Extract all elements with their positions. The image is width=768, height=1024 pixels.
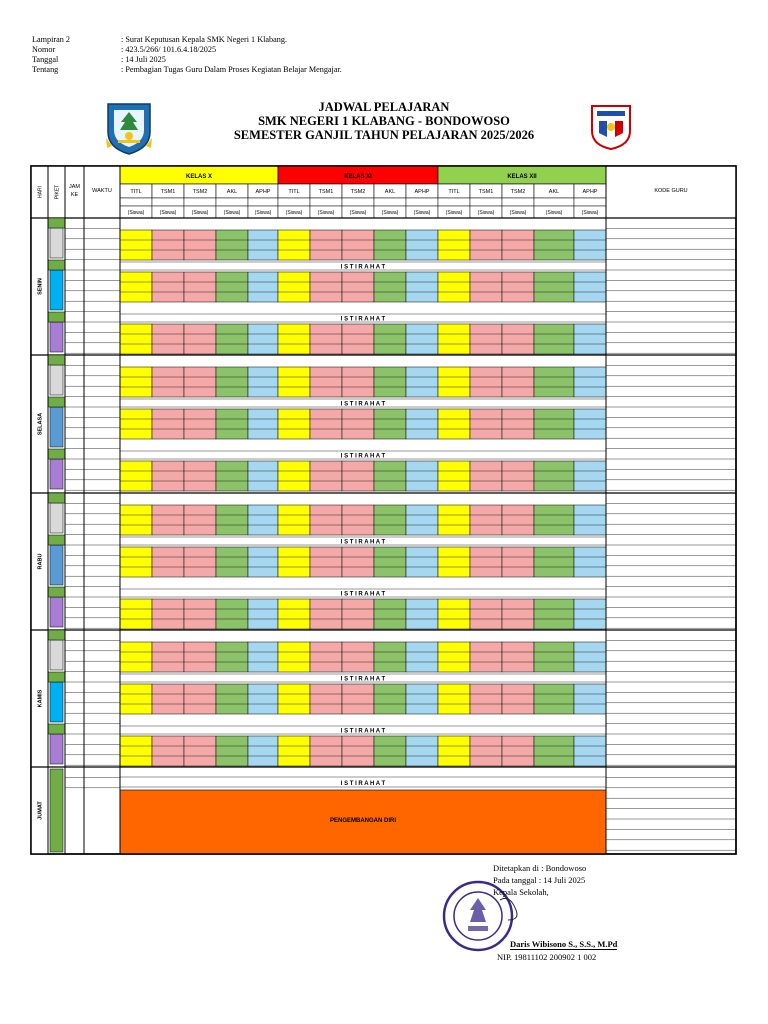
lesson-cell (470, 684, 502, 714)
piket-cell (50, 503, 63, 533)
lesson-cell (152, 684, 184, 714)
lesson-cell (406, 547, 438, 577)
lesson-cell (534, 272, 574, 302)
siswa-label: (Siswa) (317, 210, 335, 216)
lesson-cell (438, 230, 470, 260)
lesson-cell (184, 684, 216, 714)
class-name-label: TSM1 (478, 189, 494, 195)
lesson-cell (278, 461, 310, 491)
teacher-row-cell (438, 198, 470, 206)
siswa-label: (Siswa) (381, 210, 399, 216)
lesson-cell (216, 684, 248, 714)
lesson-cell (534, 505, 574, 535)
lesson-cell (248, 230, 278, 260)
piket-cell (50, 545, 63, 585)
siswa-label: (Siswa) (477, 210, 495, 216)
title-line-2: SMK NEGERI 1 KLABANG - BONDOWOSO (258, 114, 510, 128)
lesson-cell (120, 599, 152, 629)
lesson-cell (184, 230, 216, 260)
header-label: Tanggal (32, 55, 59, 64)
lesson-cell (406, 505, 438, 535)
day-label: RABU (37, 553, 44, 570)
lesson-cell (152, 367, 184, 397)
lesson-cell (342, 324, 374, 354)
piket-cell (50, 769, 63, 852)
piket-cell (50, 228, 63, 258)
piket-strip (48, 672, 65, 682)
lesson-cell (216, 409, 248, 439)
teacher-row-cell (470, 198, 502, 206)
lesson-cell (574, 505, 606, 535)
break-label: I S T I R A H A T (340, 539, 386, 546)
siswa-label: (Siswa) (254, 210, 272, 216)
teacher-row-cell (502, 198, 534, 206)
lesson-cell (342, 599, 374, 629)
siswa-label: (Siswa) (545, 210, 563, 216)
break-label: I S T I R A H A T (340, 728, 386, 735)
lesson-cell (152, 409, 184, 439)
lesson-cell (502, 367, 534, 397)
lesson-cell (278, 230, 310, 260)
class-name-label: TSM2 (350, 189, 366, 195)
lesson-cell (574, 409, 606, 439)
lesson-cell (438, 409, 470, 439)
piket-cell (50, 597, 63, 627)
lesson-cell (502, 736, 534, 766)
title-line-1: JADWAL PELAJARAN (318, 100, 450, 114)
header-label: Tentang (32, 65, 59, 74)
lesson-cell (534, 547, 574, 577)
piket-strip (48, 260, 65, 270)
lesson-cell (374, 736, 406, 766)
piket-strip (48, 724, 65, 734)
lesson-cell (502, 272, 534, 302)
piket-cell (50, 270, 63, 310)
lesson-cell (470, 505, 502, 535)
lesson-cell (120, 230, 152, 260)
lesson-cell (278, 684, 310, 714)
lesson-cell (534, 684, 574, 714)
piket-cell (50, 734, 63, 764)
class-name-label: TSM1 (160, 189, 176, 195)
class-name-label: TSM1 (318, 189, 334, 195)
day-label: KAMIS (37, 689, 44, 708)
class-name-label: TITL (288, 189, 300, 195)
lesson-cell (438, 599, 470, 629)
lesson-cell (278, 324, 310, 354)
lesson-cell (120, 736, 152, 766)
break-label: I S T I R A H A T (340, 316, 386, 323)
lesson-cell (310, 324, 342, 354)
lesson-cell (310, 505, 342, 535)
lesson-cell (574, 367, 606, 397)
piket-strip (48, 587, 65, 597)
header-waktu-label: WAKTU (92, 188, 112, 194)
lesson-cell (248, 547, 278, 577)
lesson-cell (406, 599, 438, 629)
siswa-label: (Siswa) (445, 210, 463, 216)
lesson-cell (502, 505, 534, 535)
lesson-cell (438, 324, 470, 354)
lesson-cell (374, 599, 406, 629)
lesson-cell (216, 230, 248, 260)
lesson-cell (470, 409, 502, 439)
piket-cell (50, 322, 63, 352)
lesson-cell (574, 684, 606, 714)
signer-name: Daris Wibisono S., S.S., M.Pd (510, 939, 618, 949)
lesson-cell (248, 272, 278, 302)
lesson-cell (502, 642, 534, 672)
lesson-cell (374, 324, 406, 354)
piket-cell (50, 459, 63, 489)
teacher-row-cell (310, 198, 342, 206)
lesson-cell (216, 736, 248, 766)
lesson-cell (216, 547, 248, 577)
lesson-cell (374, 367, 406, 397)
lesson-cell (342, 367, 374, 397)
siswa-label: (Siswa) (349, 210, 367, 216)
lesson-cell (574, 736, 606, 766)
teacher-row-cell (248, 198, 278, 206)
lesson-cell (470, 367, 502, 397)
lesson-cell (406, 461, 438, 491)
lesson-cell (278, 736, 310, 766)
lesson-cell (406, 272, 438, 302)
lesson-cell (152, 230, 184, 260)
break-label: I S T I R A H A T (340, 676, 386, 683)
day-label: SENIN (37, 278, 44, 295)
header-jam-label: KE (70, 192, 79, 198)
lesson-cell (278, 409, 310, 439)
lesson-cell (120, 505, 152, 535)
lesson-cell (120, 547, 152, 577)
lesson-cell (374, 684, 406, 714)
lesson-cell (374, 461, 406, 491)
lesson-cell (184, 272, 216, 302)
lesson-cell (120, 272, 152, 302)
lesson-cell (502, 461, 534, 491)
teacher-row-cell (534, 198, 574, 206)
lesson-cell (470, 324, 502, 354)
lesson-cell (574, 272, 606, 302)
lesson-cell (470, 599, 502, 629)
lesson-cell (310, 367, 342, 397)
header-value: : Surat Keputusan Kepala SMK Negeri 1 Klabang. (121, 35, 287, 44)
signature-date: Pada tanggal : 14 Juli 2025 (493, 875, 586, 885)
lesson-cell (278, 547, 310, 577)
lesson-cell (374, 272, 406, 302)
lesson-cell (438, 367, 470, 397)
header-hari-label: HARI (37, 186, 44, 198)
lesson-cell (470, 547, 502, 577)
lesson-cell (574, 461, 606, 491)
lesson-cell (502, 230, 534, 260)
lesson-cell (310, 642, 342, 672)
lesson-cell (278, 505, 310, 535)
lesson-cell (438, 736, 470, 766)
lesson-cell (406, 642, 438, 672)
lesson-cell (152, 642, 184, 672)
lesson-cell (248, 409, 278, 439)
lesson-cell (278, 367, 310, 397)
lesson-cell (278, 599, 310, 629)
class-name-label: APHP (414, 189, 430, 195)
lesson-cell (406, 367, 438, 397)
lesson-cell (438, 642, 470, 672)
lesson-cell (574, 230, 606, 260)
lesson-cell (184, 367, 216, 397)
class-group-label: KELAS X (185, 174, 213, 180)
signature-place: Ditetapkan di : Bondowoso (493, 863, 587, 873)
siswa-label: (Siswa) (581, 210, 599, 216)
lesson-cell (152, 461, 184, 491)
lesson-cell (152, 599, 184, 629)
lesson-cell (216, 367, 248, 397)
piket-strip (48, 397, 65, 407)
lesson-cell (248, 684, 278, 714)
lesson-cell (248, 324, 278, 354)
lesson-cell (502, 409, 534, 439)
lesson-cell (534, 642, 574, 672)
siswa-label: (Siswa) (191, 210, 209, 216)
lesson-cell (278, 642, 310, 672)
lesson-cell (152, 324, 184, 354)
class-name-label: TSM2 (192, 189, 208, 195)
lesson-cell (502, 684, 534, 714)
class-group-label: KELAS XI (344, 174, 372, 180)
lesson-cell (406, 409, 438, 439)
header-value: : Pembagian Tugas Guru Dalam Proses Kegiatan Belajar Mengajar. (121, 65, 342, 74)
piket-cell (50, 365, 63, 395)
lesson-cell (374, 505, 406, 535)
break-label: I S T I R A H A T (340, 401, 386, 408)
class-name-label: TITL (448, 189, 460, 195)
lesson-cell (216, 599, 248, 629)
class-name-label: APHP (582, 189, 598, 195)
header-value: : 14 Juli 2025 (121, 55, 166, 64)
header-piket-label: PIKET (54, 184, 61, 200)
lesson-cell (120, 324, 152, 354)
lesson-cell (216, 324, 248, 354)
lesson-cell (470, 642, 502, 672)
lesson-cell (342, 461, 374, 491)
piket-cell (50, 682, 63, 722)
piket-cell (50, 640, 63, 670)
lesson-cell (342, 736, 374, 766)
lesson-cell (310, 409, 342, 439)
teacher-row-cell (374, 198, 406, 206)
class-group-label: KELAS XII (507, 174, 537, 180)
piket-strip (48, 312, 65, 322)
lesson-cell (502, 599, 534, 629)
lesson-cell (120, 642, 152, 672)
lesson-cell (438, 684, 470, 714)
lesson-cell (502, 547, 534, 577)
siswa-label: (Siswa) (159, 210, 177, 216)
class-name-label: APHP (255, 189, 271, 195)
lesson-cell (184, 461, 216, 491)
lesson-cell (152, 736, 184, 766)
signer-nip: NIP. 19811102 200902 1 002 (497, 952, 597, 962)
teacher-row-cell (406, 198, 438, 206)
lesson-cell (470, 272, 502, 302)
lesson-cell (342, 684, 374, 714)
lesson-cell (438, 461, 470, 491)
break-label: I S T I R A H A T (340, 453, 386, 460)
siswa-label: (Siswa) (413, 210, 431, 216)
lesson-cell (310, 461, 342, 491)
teacher-row-cell (152, 198, 184, 206)
lesson-cell (216, 272, 248, 302)
lesson-cell (216, 505, 248, 535)
lesson-cell (374, 547, 406, 577)
lesson-cell (342, 642, 374, 672)
teacher-row-cell (216, 198, 248, 206)
lesson-cell (470, 461, 502, 491)
lesson-cell (278, 272, 310, 302)
header-value: : 423.5/266/ 101.6.4.18/2025 (121, 45, 217, 54)
lesson-cell (534, 230, 574, 260)
lesson-cell (470, 230, 502, 260)
lesson-cell (534, 324, 574, 354)
lesson-cell (406, 324, 438, 354)
lesson-cell (184, 642, 216, 672)
lesson-cell (120, 461, 152, 491)
lesson-cell (534, 367, 574, 397)
lesson-cell (574, 324, 606, 354)
lesson-cell (120, 684, 152, 714)
class-name-label: AKL (548, 189, 560, 195)
class-name-label: AKL (226, 189, 238, 195)
siswa-label: (Siswa) (127, 210, 145, 216)
lesson-cell (374, 230, 406, 260)
lesson-cell (342, 547, 374, 577)
lesson-cell (574, 642, 606, 672)
day-label: JUMAT (37, 801, 44, 820)
lesson-cell (120, 409, 152, 439)
header-kode-label: KODE GURU (654, 188, 688, 194)
lesson-cell (534, 736, 574, 766)
lesson-cell (310, 736, 342, 766)
header-label: Lampiran 2 (32, 35, 70, 44)
class-name-label: AKL (384, 189, 396, 195)
siswa-label: (Siswa) (285, 210, 303, 216)
lesson-cell (310, 547, 342, 577)
lesson-cell (248, 599, 278, 629)
piket-strip (48, 630, 65, 640)
day-label: SELASA (37, 412, 44, 436)
lesson-cell (374, 642, 406, 672)
lesson-cell (248, 736, 278, 766)
siswa-label: (Siswa) (223, 210, 241, 216)
lesson-cell (248, 505, 278, 535)
lesson-cell (534, 599, 574, 629)
piket-strip (48, 218, 65, 228)
lesson-cell (184, 505, 216, 535)
teacher-row-cell (278, 198, 310, 206)
piket-strip (48, 493, 65, 503)
lesson-cell (342, 230, 374, 260)
class-name-label: TITL (130, 189, 142, 195)
piket-cell (50, 407, 63, 447)
lesson-cell (438, 505, 470, 535)
lesson-cell (216, 461, 248, 491)
break-label: I S T I R A H A T (340, 781, 386, 787)
friday-block-label: PENGEMBANGAN DIRI (329, 818, 397, 824)
signature-role: Kepala Sekolah, (493, 887, 549, 897)
lesson-cell (534, 461, 574, 491)
lesson-cell (406, 684, 438, 714)
lesson-cell (470, 736, 502, 766)
lesson-cell (502, 324, 534, 354)
piket-strip (48, 355, 65, 365)
lesson-cell (248, 367, 278, 397)
lesson-cell (574, 547, 606, 577)
signature-block (493, 862, 586, 898)
teacher-row-cell (342, 198, 374, 206)
lesson-cell (248, 642, 278, 672)
lesson-cell (438, 272, 470, 302)
lesson-cell (534, 409, 574, 439)
lesson-cell (184, 547, 216, 577)
break-label: I S T I R A H A T (340, 591, 386, 598)
lesson-cell (152, 505, 184, 535)
lesson-cell (184, 409, 216, 439)
lesson-cell (574, 599, 606, 629)
lesson-cell (406, 230, 438, 260)
lesson-cell (310, 599, 342, 629)
lesson-cell (310, 272, 342, 302)
lesson-cell (120, 367, 152, 397)
lesson-cell (184, 599, 216, 629)
lesson-cell (184, 736, 216, 766)
lesson-cell (342, 272, 374, 302)
break-label: I S T I R A H A T (340, 264, 386, 271)
teacher-row-cell (574, 198, 606, 206)
lesson-cell (152, 547, 184, 577)
lesson-cell (342, 505, 374, 535)
lesson-cell (184, 324, 216, 354)
lesson-cell (216, 642, 248, 672)
piket-strip (48, 535, 65, 545)
title-line-3: SEMESTER GANJIL TAHUN PELAJARAN 2025/2026 (233, 128, 535, 142)
lesson-cell (438, 547, 470, 577)
lesson-cell (152, 272, 184, 302)
lesson-cell (342, 409, 374, 439)
class-name-label: TSM2 (510, 189, 526, 195)
lesson-cell (374, 409, 406, 439)
lesson-cell (310, 230, 342, 260)
piket-strip (48, 449, 65, 459)
lesson-cell (248, 461, 278, 491)
teacher-row-cell (120, 198, 152, 206)
header-label: Nomor (32, 45, 56, 54)
header-jam-label: JAM (69, 184, 80, 190)
siswa-label: (Siswa) (509, 210, 527, 216)
lesson-cell (406, 736, 438, 766)
teacher-row-cell (184, 198, 216, 206)
lesson-cell (310, 684, 342, 714)
